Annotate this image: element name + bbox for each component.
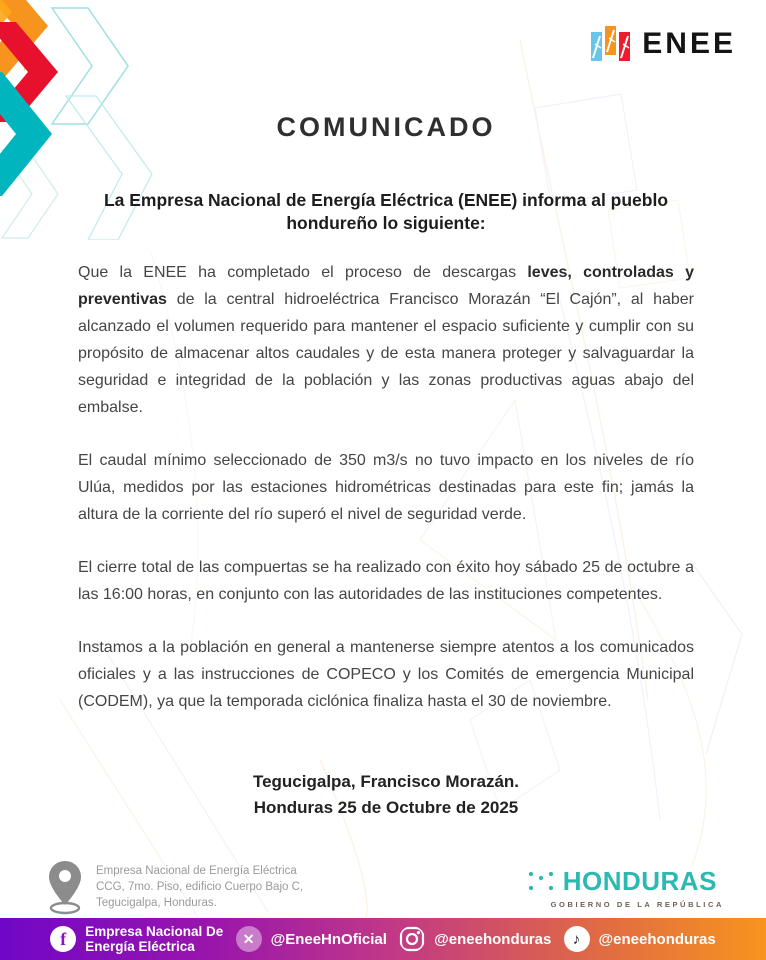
address-line-1: Empresa Nacional de Energía Eléctrica — [96, 864, 297, 877]
address-line-2: CCG, 7mo. Piso, edificio Cuerpo Bajo C, — [96, 880, 304, 893]
address-line-3: Tegucigalpa, Honduras. — [96, 897, 217, 910]
honduras-dots-icon — [528, 870, 554, 892]
x-handle: @EneeHnOficial — [270, 930, 387, 948]
enee-logo-icon — [590, 24, 632, 64]
x-twitter-icon — [236, 926, 262, 952]
instagram-icon — [399, 926, 425, 952]
facebook-label-line-1: Empresa Nacional De — [85, 923, 224, 939]
social-media-bar — [0, 918, 766, 960]
signature-date: Honduras 25 de Octubre de 2025 — [253, 797, 519, 817]
signature-place: Tegucigalpa, Francisco Morazán. — [252, 772, 520, 792]
enee-logo-text: ENEE — [642, 27, 736, 60]
tiktok-link[interactable] — [564, 926, 716, 952]
paragraph-4: Instamos a la población en general a mantenerse siempre atentos a los comunicados oficiales y a las instrucciones de COPECO y los Comités de emergencia Municipal (CODEM), ya que la temporada ciclónica finaliza hasta el 30 de noviembre. — [78, 639, 694, 711]
tiktok-icon — [564, 926, 590, 952]
instagram-handle: @eneehonduras — [434, 930, 552, 948]
paragraph-1-text-cont: de la central hidroeléctrica Francisco Morazán “El Cajón”, al haber alcanzado el volumen requerido para mantener el espacio suficiente y cumplir con su propósito de almacenar altos caudales y de esta manera proteger y salvaguardar la seguridad e integridad de la población y las zonas productivas aguas abajo del embalse. — [78, 291, 694, 417]
facebook-glyph: f — [60, 928, 67, 949]
paragraph-3: El cierre total de las compuertas se ha realizado con éxito hoy sábado 25 de octubre a las 16:00 horas, en conjunto con las autoridades de las instituciones competentes. — [78, 559, 694, 604]
facebook-link[interactable] — [50, 924, 223, 954]
address-text — [96, 863, 303, 911]
gobierno-subtitle: GOBIERNO DE LA REPÚBLICA — [550, 899, 724, 909]
facebook-icon — [50, 926, 76, 952]
x-twitter-link[interactable] — [236, 926, 387, 952]
facebook-label — [85, 924, 223, 954]
paragraph-1-bold: leves, controladas y preventivas — [78, 264, 695, 309]
paragraph-1-text: Que la ENEE ha completado el proceso de descargas — [78, 264, 528, 282]
footer — [46, 856, 724, 918]
honduras-wordmark: HONDURAS — [562, 865, 717, 896]
signature-block — [78, 769, 694, 820]
paragraph-1 — [78, 259, 694, 421]
location-pin-icon — [46, 859, 84, 915]
page-title: COMUNICADO — [276, 112, 496, 142]
x-glyph: ✕ — [242, 930, 255, 947]
honduras-gov-logo — [521, 866, 724, 909]
tiktok-handle: @eneehonduras — [598, 930, 716, 948]
intro-heading: La Empresa Nacional de Energía Eléctrica (ENEE) informa al pueblo hondureño lo siguiente: — [103, 190, 669, 234]
instagram-link[interactable] — [399, 926, 551, 952]
enee-logo — [590, 24, 736, 64]
tiktok-glyph: ♪ — [572, 930, 581, 948]
address-block — [46, 859, 303, 915]
main-content — [78, 112, 694, 820]
facebook-label-line-2: Energía Eléctrica — [85, 939, 195, 954]
paragraph-2: El caudal mínimo seleccionado de 350 m3/s no tuvo impacto en los niveles de río Ulúa, medidos por las estaciones hidrométricas destinadas para este fin; jamás la altura de la corriente del río superó el nivel de seguridad verde. — [78, 452, 694, 524]
body-paragraphs — [78, 259, 694, 715]
